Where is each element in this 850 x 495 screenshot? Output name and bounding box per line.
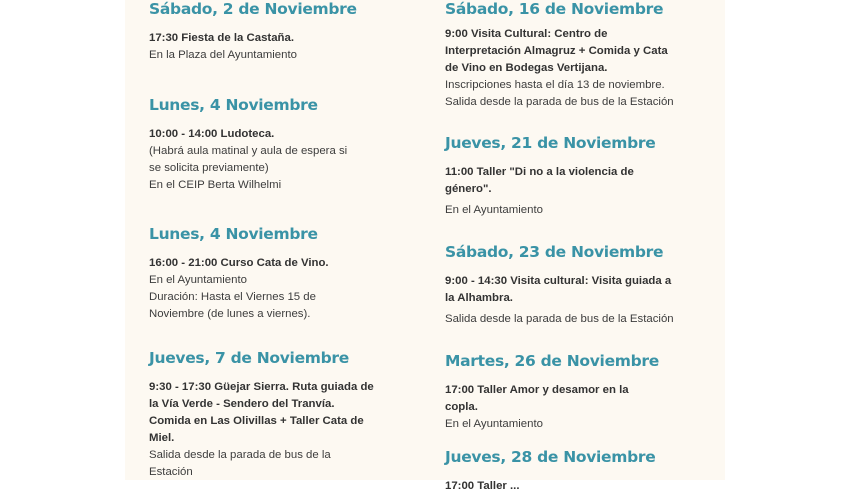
event-date-heading: Martes, 26 de Noviembre (445, 352, 659, 370)
event-card (149, 225, 419, 323)
event-title: 10:00 - 14:00 Ludoteca. (149, 128, 275, 140)
event-location: En el CEIP Berta Wilhelmi (149, 179, 282, 191)
event-title: la Alhambra. (445, 292, 513, 304)
event-title: 17:00 Taller ... (445, 480, 520, 492)
event-card (149, 349, 419, 481)
event-title: 17:30 Fiesta de la Castaña. (149, 32, 294, 44)
event-date-heading: Jueves, 28 de Noviembre (445, 448, 656, 466)
event-title: copla. (445, 401, 478, 413)
event-date-heading: Lunes, 4 Noviembre (149, 225, 318, 243)
event-location: En el Ayuntamiento (445, 418, 543, 430)
event-card (445, 243, 715, 328)
event-location: En el Ayuntamiento (445, 204, 543, 216)
event-date-heading: Jueves, 21 de Noviembre (445, 134, 656, 152)
event-title: género". (445, 183, 492, 195)
event-card (149, 96, 419, 194)
event-date-heading: Lunes, 4 Noviembre (149, 96, 318, 114)
event-location: Salida desde la parada de bus de la (149, 449, 331, 461)
event-card (445, 134, 715, 219)
event-date-heading: Sábado, 23 de Noviembre (445, 243, 664, 261)
event-title: Comida en Las Olivillas + Taller Cata de (149, 415, 364, 427)
event-card (445, 0, 715, 111)
event-location: En la Plaza del Ayuntamiento (149, 49, 297, 61)
event-title: 9:00 Visita Cultural: Centro de (445, 28, 608, 40)
event-card (445, 352, 715, 433)
event-date-heading: Jueves, 7 de Noviembre (149, 349, 349, 367)
event-date-heading: Sábado, 16 de Noviembre (445, 0, 664, 18)
event-date-heading: Sábado, 2 de Noviembre (149, 0, 357, 18)
event-title: de Vino en Bodegas Vertijana. (445, 62, 608, 74)
event-detail: Duración: Hasta el Viernes 15 de (149, 291, 316, 303)
event-location: Estación (149, 466, 193, 478)
event-location: Salida desde la parada de bus de la Estación (445, 313, 674, 325)
event-location: En el Ayuntamiento (149, 274, 247, 286)
event-title: Miel. (149, 432, 175, 444)
event-title: la Vía Verde - Sendero del Tranvía. (149, 398, 335, 410)
event-card (149, 0, 419, 64)
event-detail: Noviembre (de lunes a viernes). (149, 308, 311, 320)
event-title: 9:30 - 17:30 Güejar Sierra. Ruta guiada de (149, 381, 374, 393)
event-detail: (Habrá aula matinal y aula de espera si (149, 145, 348, 157)
event-title: 9:00 - 14:30 Visita cultural: Visita guiada a (445, 275, 672, 287)
event-title: Interpretación Almagruz + Comida y Cata (445, 45, 668, 57)
event-location: Salida desde la parada de bus de la Estación (445, 96, 674, 108)
event-title: 17:00 Taller Amor y desamor en la (445, 384, 629, 396)
event-title: 16:00 - 21:00 Curso Cata de Vino. (149, 257, 329, 269)
event-detail: Inscripciones hasta el día 13 de noviembre. (445, 79, 665, 91)
event-title: 11:00 Taller "Di no a la violencia de (445, 166, 634, 178)
event-schedule-page (125, 0, 725, 492)
event-card (445, 448, 715, 495)
event-detail: se solicita previamente) (149, 162, 269, 174)
